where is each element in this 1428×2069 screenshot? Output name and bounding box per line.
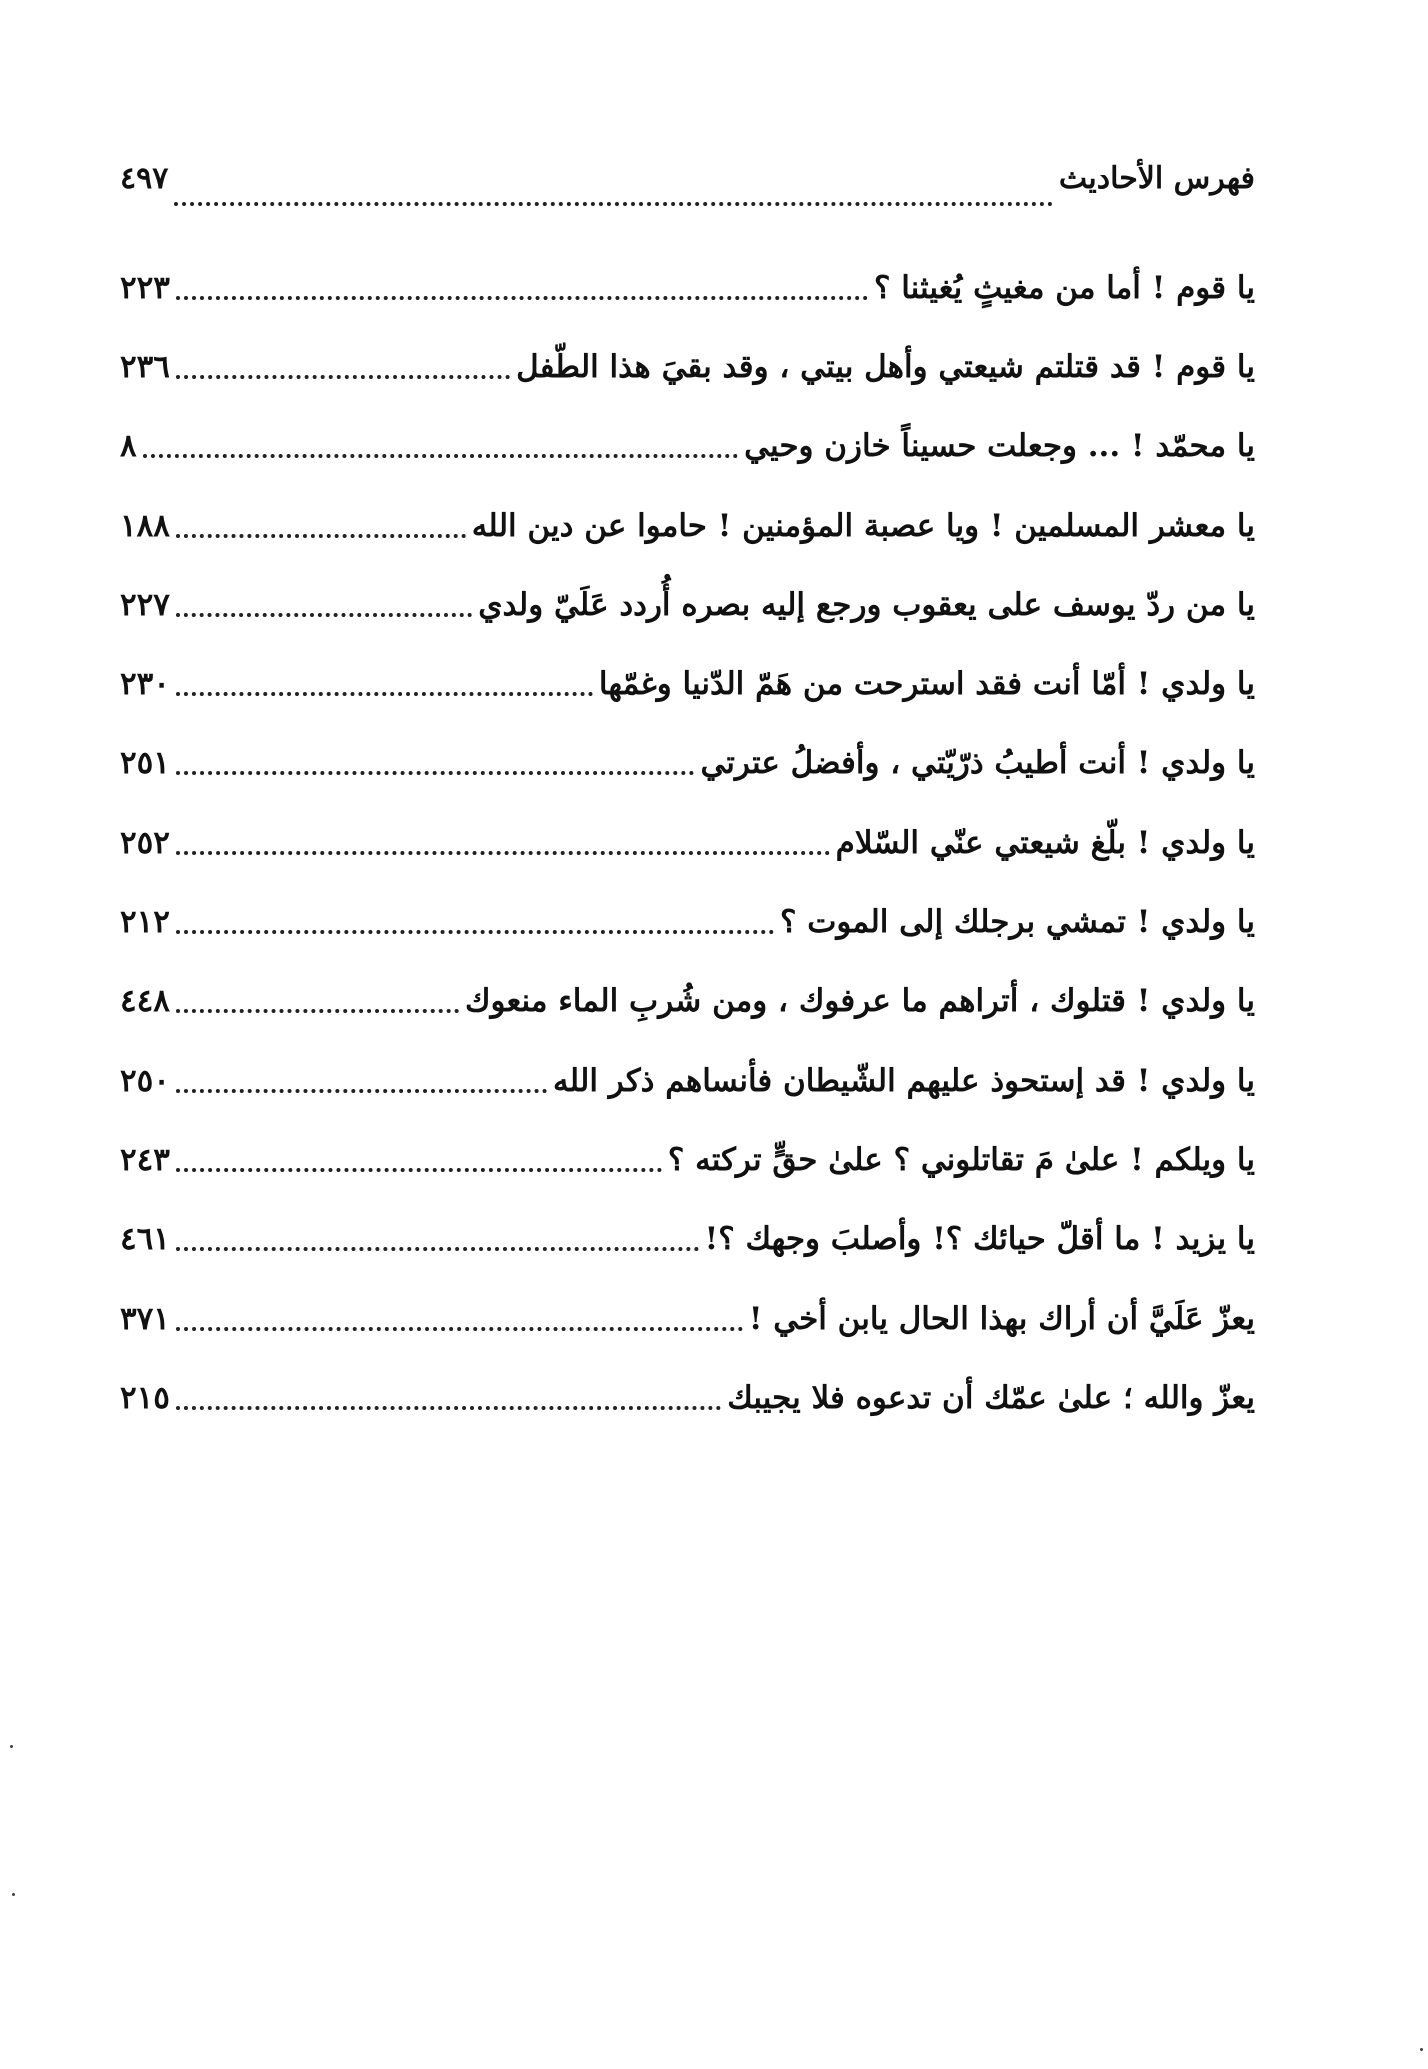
index-entry <box>120 1358 1255 1437</box>
running-header <box>120 146 1255 196</box>
leader-dots <box>176 1168 662 1172</box>
index-entry <box>120 1200 1255 1279</box>
entry-text: يا من ردّ يوسف على يعقوب ورجع إليه بصره أُردد عَلَيّ ولدي <box>478 586 1255 623</box>
entry-text: يا ولدي ! قتلوك ، أتراهم ما عرفوك ، ومن شُربِ الماء منعوك <box>464 983 1255 1020</box>
leader-dots <box>176 296 868 300</box>
index-entry <box>120 803 1255 882</box>
leader-dots <box>176 1406 721 1410</box>
entry-page: ٢٥١ <box>120 745 170 782</box>
header-leader-dots <box>174 202 1053 206</box>
leader-dots <box>176 851 830 855</box>
entry-page: ٣٧١ <box>120 1300 170 1337</box>
index-entry <box>120 565 1255 644</box>
leader-dots <box>176 692 593 696</box>
entry-page: ٢٢٧ <box>120 586 170 623</box>
scan-speck <box>10 1745 13 1748</box>
index-entry <box>120 407 1255 486</box>
entry-text: يا ولدي ! أمّا أنت فقد استرحت من هَمّ الدّنيا وغمّها <box>598 666 1255 703</box>
entry-page: ٢٣٠ <box>120 666 170 703</box>
entry-text: يا معشر المسلمين ! ويا عصبة المؤمنين ! حاموا عن دين الله <box>471 507 1255 544</box>
scan-speck <box>1420 2048 1423 2051</box>
entry-text: يا ولدي ! تمشي برجلك إلى الموت ؟ <box>779 904 1255 941</box>
entry-page: ٢٣٦ <box>120 348 170 385</box>
index-entry <box>120 962 1255 1041</box>
leader-dots <box>176 1089 547 1093</box>
entry-page: ٤٦١ <box>120 1221 170 1258</box>
entry-page: ٨ <box>120 428 137 465</box>
index-entry <box>120 1120 1255 1199</box>
leader-dots <box>176 1327 743 1331</box>
scan-speck <box>12 1893 15 1896</box>
entry-text: يعزّ عَلَيَّ أن أراك بهذا الحال يابن أخي ! <box>748 1300 1255 1337</box>
entry-text: يا ولدي ! قد إستحوذ عليهم الشّيطان فأنساهم ذكر الله <box>553 1062 1255 1099</box>
index-entry <box>120 486 1255 565</box>
entry-page: ٢٥٠ <box>120 1062 170 1099</box>
index-entry <box>120 327 1255 406</box>
header-title: فهرس الأحاديث <box>1058 161 1255 196</box>
entry-page: ٢١٥ <box>120 1379 170 1416</box>
entry-page: ١٨٨ <box>120 507 170 544</box>
leader-dots <box>176 613 472 617</box>
leader-dots <box>176 930 774 934</box>
entry-text: يا ولدي ! أنت أطيبُ ذرّيّتي ، وأفضلُ عترتي <box>700 745 1255 782</box>
entry-page: ٢٥٢ <box>120 824 170 861</box>
index-entry <box>120 248 1255 327</box>
index-entry <box>120 882 1255 961</box>
entry-text: يا قوم ! قد قتلتم شيعتي وأهل بيتي ، وقد بقيَ هذا الطّفل <box>516 348 1255 385</box>
entry-text: يعزّ والله ؛ علىٰ عمّك أن تدعوه فلا يجيبك <box>727 1379 1255 1416</box>
leader-dots <box>176 1009 459 1013</box>
entry-text: يا محمّد ! ... وجعلت حسيناً خازن وحيي <box>744 428 1255 465</box>
leader-dots <box>143 454 738 458</box>
leader-dots <box>176 1247 699 1251</box>
entry-page: ٢١٢ <box>120 904 170 941</box>
leader-dots <box>176 771 695 775</box>
index-entry <box>120 1279 1255 1358</box>
index-entry <box>120 1041 1255 1120</box>
entry-page: ٢٤٣ <box>120 1141 170 1178</box>
entry-text: يا ولدي ! بلّغ شيعتي عنّي السّلام <box>835 824 1255 861</box>
leader-dots <box>176 375 510 379</box>
entry-text: يا يزيد ! ما أقلّ حيائك ؟! وأصلبَ وجهك ؟! <box>704 1221 1255 1258</box>
entry-text: يا ويلكم ! علىٰ مَ تقاتلوني ؟ علىٰ حقٍّ تركته ؟ <box>667 1141 1255 1178</box>
index-entry <box>120 644 1255 723</box>
index-entry <box>120 724 1255 803</box>
hadith-index-list <box>120 248 1255 1437</box>
entry-page: ٢٢٣ <box>120 269 170 306</box>
header-page-number: ٤٩٧ <box>120 161 169 196</box>
entry-page: ٤٤٨ <box>120 983 170 1020</box>
entry-text: يا قوم ! أما من مغيثٍ يُغيثنا ؟ <box>873 269 1255 306</box>
leader-dots <box>176 534 466 538</box>
